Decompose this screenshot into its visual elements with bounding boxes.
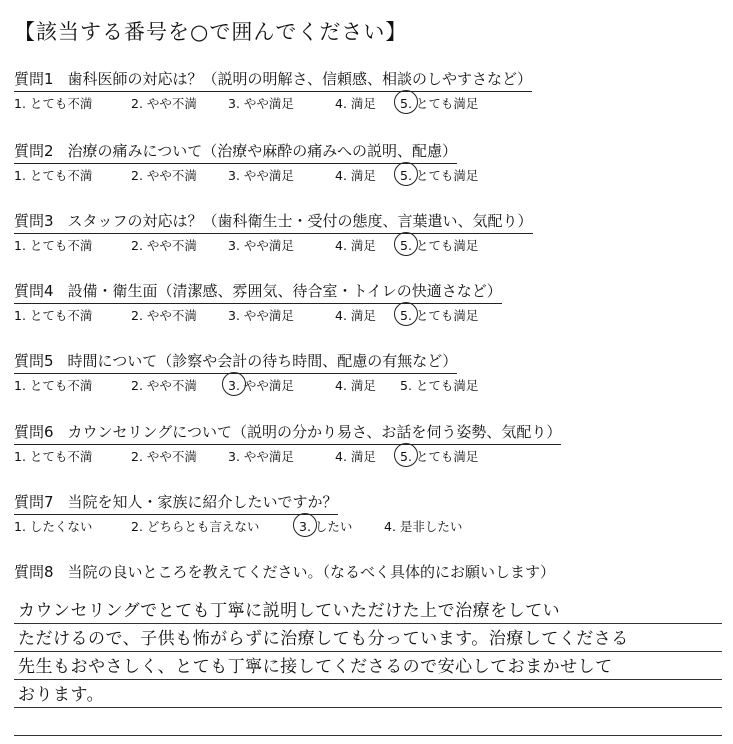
rating-option-label: 4. 満足 <box>335 449 376 464</box>
selection-circle <box>394 232 418 256</box>
rating-option-label: 4. 満足 <box>335 168 376 183</box>
question-text: 設備・衛生面（清潔感、雰囲気、待合室・トイレの快適さなど） <box>67 282 502 300</box>
handwriting-line: 先生もおやさしく、とても丁寧に接してくださるので安心しておまかせして <box>18 657 613 677</box>
rating-option[interactable] <box>14 306 92 324</box>
question-7 <box>14 491 704 537</box>
answer-line <box>14 652 722 680</box>
rating-options <box>14 236 704 256</box>
handwriting-line: カウンセリングでとても丁寧に説明していただけた上で治療をしてい <box>18 601 561 621</box>
rating-option[interactable] <box>400 166 478 184</box>
rating-option[interactable] <box>335 94 376 112</box>
question-text: 治療の痛みについて（治療や麻酔の痛みへの説明、配慮） <box>67 142 457 160</box>
question-6 <box>14 421 704 467</box>
rating-option[interactable] <box>14 94 92 112</box>
rating-option[interactable] <box>14 166 92 184</box>
question-5 <box>14 350 704 396</box>
rating-option-label: 4. 満足 <box>335 238 376 253</box>
rating-option[interactable] <box>228 306 294 324</box>
rating-option-label: 3. やや満足 <box>228 378 294 393</box>
question-number: 質問4 <box>14 282 54 300</box>
rating-option-label: 3. やや満足 <box>228 449 294 464</box>
rating-option-label: 2. どちらとも言えない <box>131 519 260 534</box>
rating-option-label: 2. やや不満 <box>131 238 197 253</box>
answer-line <box>14 624 722 652</box>
rating-option[interactable] <box>14 376 92 394</box>
rating-options <box>14 306 704 326</box>
question-number: 質問5 <box>14 352 54 370</box>
rating-option-label: 3. やや満足 <box>228 96 294 111</box>
rating-option[interactable] <box>400 447 478 465</box>
question-text: 時間について（診察や会計の待ち時間、配慮の有無など） <box>67 352 458 370</box>
selection-circle <box>394 443 418 467</box>
question-2 <box>14 140 704 186</box>
rating-options <box>14 376 704 396</box>
rating-option[interactable] <box>131 306 197 324</box>
rating-option[interactable] <box>131 376 197 394</box>
rating-options <box>14 94 704 114</box>
rating-option-label: 2. やや不満 <box>131 449 197 464</box>
rating-option-label: 5. とても満足 <box>400 238 479 253</box>
selection-circle <box>394 90 418 114</box>
rating-option-label: 2. やや不満 <box>131 168 197 183</box>
question-number: 質問3 <box>14 212 54 230</box>
rating-option[interactable] <box>400 376 478 394</box>
rating-option[interactable] <box>14 517 92 535</box>
rating-option-label: 5. とても満足 <box>400 96 479 111</box>
rating-option-label: 2. やや不満 <box>131 96 197 111</box>
rating-option-label: 2. やや不満 <box>131 308 197 323</box>
rating-option[interactable] <box>335 236 376 254</box>
rating-option-label: 5. とても満足 <box>400 308 479 323</box>
rating-option-label: 5. とても満足 <box>400 168 479 183</box>
question-text: スタッフの対応は？（歯科衛生士・受付の態度、言葉遣い、気配り） <box>67 212 533 230</box>
question-number: 質問7 <box>14 493 54 511</box>
rating-option[interactable] <box>335 306 376 324</box>
rating-option[interactable] <box>228 447 294 465</box>
rating-option-label: 1. とても不満 <box>14 238 93 253</box>
question-number: 質問1 <box>14 70 54 88</box>
rating-option[interactable] <box>228 236 294 254</box>
question-text: カウンセリングについて（説明の分かり易さ、お話を伺う姿勢、気配り） <box>67 423 562 441</box>
rating-options <box>14 517 704 537</box>
rating-option[interactable] <box>131 166 197 184</box>
rating-options <box>14 166 704 186</box>
question-number: 質問8 <box>14 563 54 581</box>
handwriting-line: ただけるので、子供も怖がらずに治療しても分っています。治療してくださる <box>18 629 629 649</box>
rating-option-label: 4. 満足 <box>335 378 376 393</box>
rating-option-label: 3. やや満足 <box>228 168 294 183</box>
question-text: 歯科医師の対応は？（説明の明解さ、信頼感、相談のしやすさなど） <box>67 70 532 88</box>
rating-option[interactable] <box>228 166 294 184</box>
rating-option[interactable] <box>400 306 478 324</box>
rating-option[interactable] <box>14 447 92 465</box>
answer-line <box>14 708 722 736</box>
answer-line <box>14 596 722 624</box>
rating-option-label: 3. やや満足 <box>228 308 294 323</box>
question-text: 当院の良いところを教えてください。（なるべく具体的にお願いします） <box>67 563 556 581</box>
rating-option-label: 5. とても満足 <box>400 378 479 393</box>
rating-option-label: 4. 満足 <box>335 308 376 323</box>
rating-option[interactable] <box>131 94 197 112</box>
handwriting-line: おります。 <box>18 685 105 705</box>
rating-option[interactable] <box>384 517 462 535</box>
rating-option-label: 2. やや不満 <box>131 378 197 393</box>
page-title: 【該当する番号を○で囲んでください】 <box>14 20 408 44</box>
selection-circle <box>222 372 246 396</box>
selection-circle <box>394 302 418 326</box>
question-1 <box>14 68 704 114</box>
rating-option[interactable] <box>131 447 197 465</box>
rating-option[interactable] <box>299 517 352 535</box>
rating-option[interactable] <box>228 376 294 394</box>
question-8 <box>14 561 704 584</box>
selection-circle <box>293 513 317 537</box>
rating-option-label: 3. やや満足 <box>228 238 294 253</box>
rating-option[interactable] <box>400 236 478 254</box>
rating-option[interactable] <box>131 517 259 535</box>
rating-option-label: 1. したくない <box>14 519 93 534</box>
rating-option[interactable] <box>335 447 376 465</box>
rating-option-label: 1. とても不満 <box>14 449 93 464</box>
rating-option[interactable] <box>14 236 92 254</box>
answer-line <box>14 680 722 708</box>
rating-option[interactable] <box>228 94 294 112</box>
question-text: 当院を知人・家族に紹介したいですか？ <box>67 493 338 511</box>
rating-option-label: 3. したい <box>299 519 353 534</box>
rating-option[interactable] <box>400 94 478 112</box>
rating-option[interactable] <box>335 166 376 184</box>
rating-option[interactable] <box>131 236 197 254</box>
rating-option-label: 1. とても不満 <box>14 168 93 183</box>
rating-option-label: 4. 満足 <box>335 96 376 111</box>
rating-option-label: 5. とても満足 <box>400 449 479 464</box>
handwritten-answer <box>14 596 722 736</box>
rating-option-label: 1. とても不満 <box>14 308 93 323</box>
rating-options <box>14 447 704 467</box>
rating-option-label: 4. 是非したい <box>384 519 463 534</box>
question-3 <box>14 210 704 256</box>
rating-option[interactable] <box>335 376 376 394</box>
question-number: 質問2 <box>14 142 54 160</box>
selection-circle <box>394 162 418 186</box>
rating-option-label: 1. とても不満 <box>14 378 93 393</box>
rating-option-label: 1. とても不満 <box>14 96 93 111</box>
question-number: 質問6 <box>14 423 54 441</box>
question-4 <box>14 280 704 326</box>
